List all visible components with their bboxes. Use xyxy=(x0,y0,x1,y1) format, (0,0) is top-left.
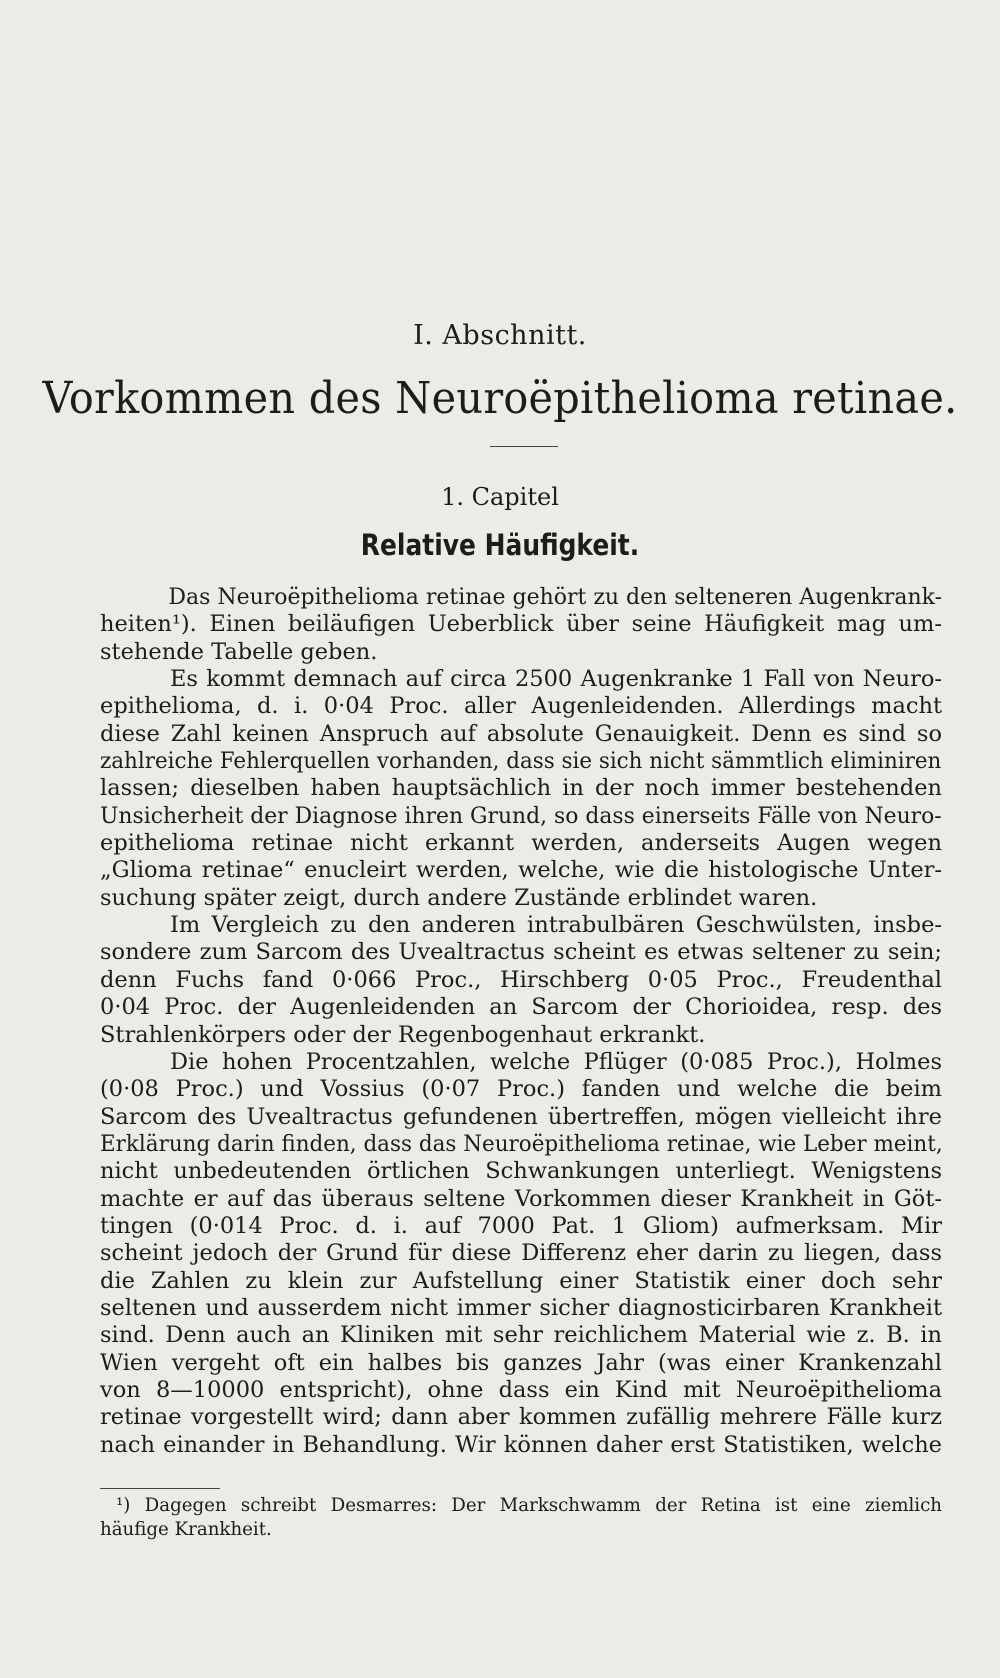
text-line: Es kommt demnach auf circa 2500 Augenkranke 1 Fall von Neuro- xyxy=(170,666,942,693)
paragraph-1 xyxy=(100,584,942,666)
text-line: machte er auf das überaus seltene Vorkommen dieser Krankheit in Göt- xyxy=(100,1185,942,1212)
text-line: diese Zahl keinen Anspruch auf absolute Genauigkeit. Denn es sind so xyxy=(100,720,942,747)
part-heading: I. Abschnitt. xyxy=(413,320,587,351)
section-title: Relative Häufigkeit. xyxy=(360,528,640,562)
text-line: Erklärung darin finden, dass das Neuroëpithelioma retinae, wie Leber meint, xyxy=(100,1130,943,1157)
text-line: Das Neuroëpithelioma retinae gehört zu den selteneren Augenkrank- xyxy=(168,584,943,610)
text-line: Strahlenkörpers oder der Regenbogenhaut erkrankt. xyxy=(100,1021,706,1048)
paragraph-3 xyxy=(100,912,942,1049)
text-line: denn Fuchs fand 0·066 Proc., Hirschberg 0·05 Proc., Freudenthal xyxy=(100,966,942,993)
footnote xyxy=(100,1494,942,1542)
footnote-divider xyxy=(100,1488,220,1489)
text-line: sind. Denn auch an Kliniken mit sehr reichlichem Material wie z. B. in xyxy=(100,1322,942,1349)
text-line: suchung später zeigt, durch andere Zustände erblindet waren. xyxy=(100,884,818,911)
text-line: die Zahlen zu klein zur Aufstellung einer Statistik einer doch sehr xyxy=(100,1267,942,1294)
paragraph-2 xyxy=(100,666,942,912)
footnote-line: häufige Krankheit. xyxy=(100,1519,272,1540)
text-line: nicht unbedeutenden örtlichen Schwankungen unterliegt. Wenigstens xyxy=(100,1158,942,1185)
text-line: heiten¹). Einen beiläufigen Ueberblick über seine Häufigkeit mag um- xyxy=(100,611,942,638)
text-line: (0·08 Proc.) und Vossius (0·07 Proc.) fanden und welche die beim xyxy=(100,1076,942,1103)
text-line: retinae vorgestellt wird; dann aber kommen zufällig mehrere Fälle kurz xyxy=(100,1404,942,1431)
text-line: Im Vergleich zu den anderen intrabulbären Geschwülsten, insbe- xyxy=(170,912,942,939)
text-line: stehende Tabelle geben. xyxy=(100,638,378,665)
main-title: Vorkommen des Neuroëpithelioma retinae. xyxy=(42,373,958,424)
footnote-line: ¹) Dagegen schreibt Desmarres: Der Markschwamm der Retina ist eine ziemlich xyxy=(116,1495,942,1516)
text-line: lassen; dieselben haben hauptsächlich in der noch immer bestehenden xyxy=(100,775,942,802)
text-line: scheint jedoch der Grund für diese Differenz eher darin zu liegen, dass xyxy=(100,1240,942,1267)
text-line: epithelioma, d. i. 0·04 Proc. aller Augenleidenden. Allerdings macht xyxy=(100,693,942,720)
text-line: Wien vergeht oft ein halbes bis ganzes Jahr (was einer Krankenzahl xyxy=(100,1349,942,1376)
title-divider xyxy=(490,446,558,447)
text-line: epithelioma retinae nicht erkannt werden, anderseits Augen wegen xyxy=(100,830,942,857)
body-text xyxy=(100,584,942,1459)
text-line: von 8—10000 entspricht), ohne dass ein Kind mit Neuroëpithelioma xyxy=(100,1376,942,1403)
text-line: tingen (0·014 Proc. d. i. auf 7000 Pat. 1 Gliom) aufmerksam. Mir xyxy=(100,1212,942,1239)
chapter-heading: 1. Capitel xyxy=(441,483,559,511)
text-line: nach einander in Behandlung. Wir können daher erst Statistiken, welche xyxy=(100,1431,942,1458)
text-line: zahlreiche Fehlerquellen vorhanden, dass sie sich nicht sämmtlich eliminiren xyxy=(100,748,942,775)
paragraph-4 xyxy=(100,1049,942,1459)
text-line: sondere zum Sarcom des Uvealtractus scheint es etwas seltener zu sein; xyxy=(100,939,942,966)
text-line: Unsicherheit der Diagnose ihren Grund, so dass einerseits Fälle von Neuro- xyxy=(100,802,942,829)
text-line: Sarcom des Uvealtractus gefundenen übertreffen, mögen vielleicht ihre xyxy=(100,1103,942,1130)
text-line: seltenen und ausserdem nicht immer sicher diagnosticirbaren Krankheit xyxy=(100,1294,942,1321)
text-line: „Glioma retinae“ enucleirt werden, welche, wie die histologische Unter- xyxy=(100,857,942,884)
text-line: 0·04 Proc. der Augenleidenden an Sarcom der Chorioidea, resp. des xyxy=(100,994,942,1021)
text-line: Die hohen Procentzahlen, welche Pflüger (0·085 Proc.), Holmes xyxy=(170,1048,942,1075)
